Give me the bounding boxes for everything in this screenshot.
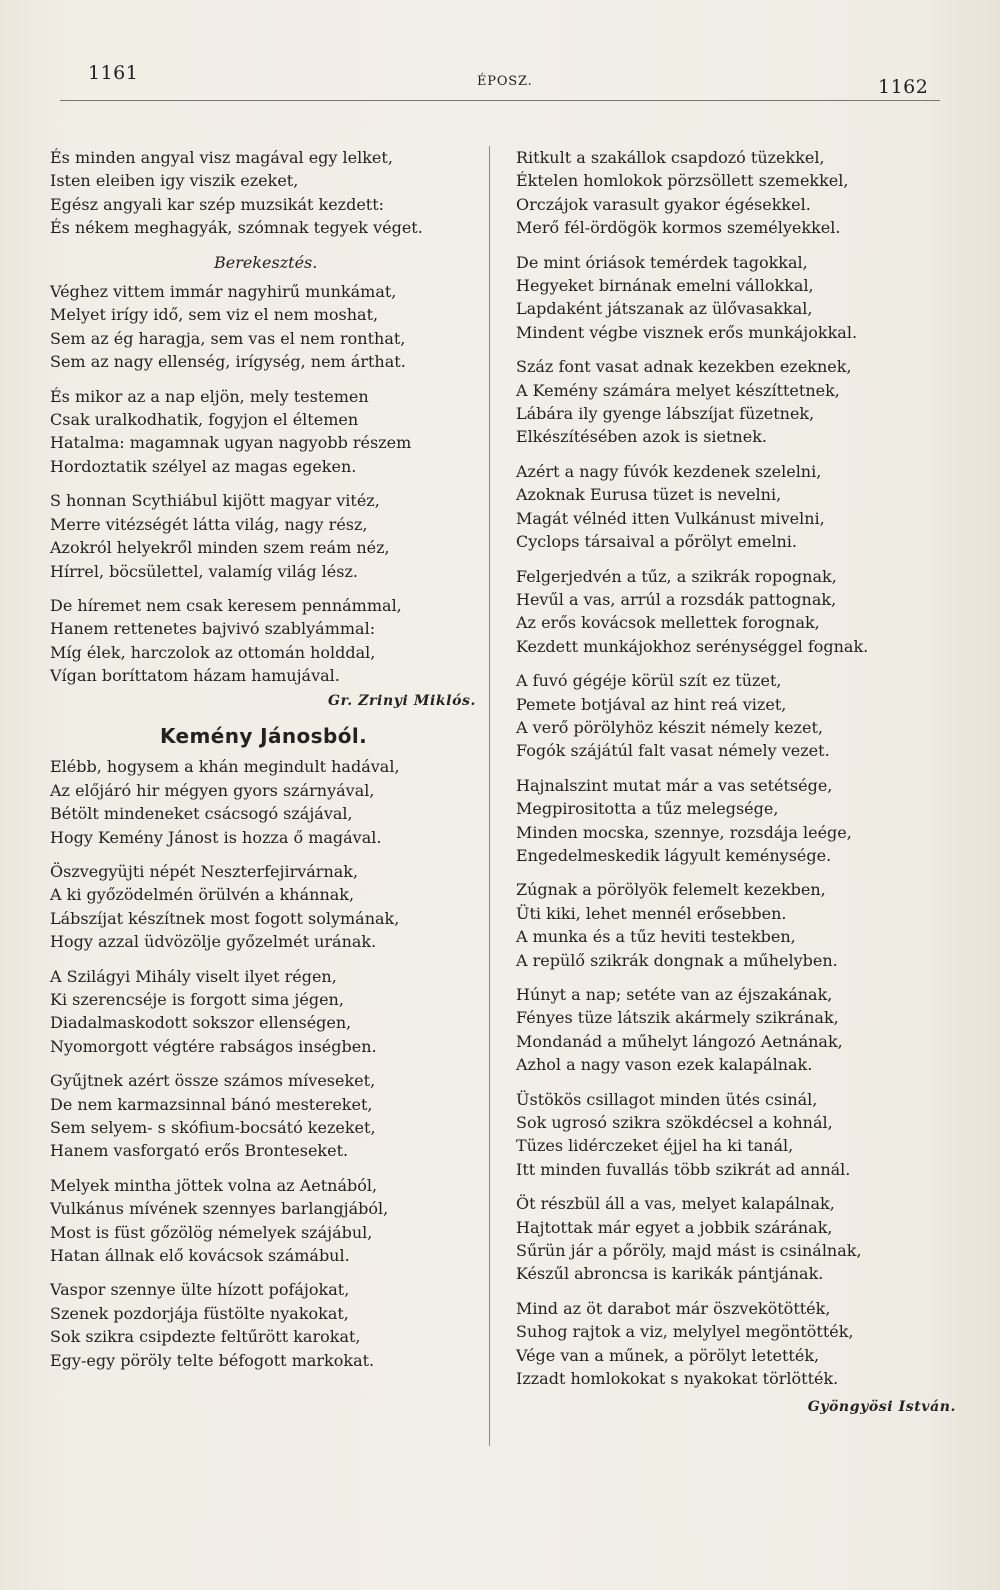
verse-line: Vulkánus mívének szennyes barlangjából, xyxy=(50,1199,389,1219)
verse-line: Azokról helyekről minden szem reám néz, xyxy=(50,538,390,558)
verse-line: Mindent végbe visznek erős munkájokkal. xyxy=(516,322,858,342)
verse-line: Egész angyali kar szép muzsikát kezdett: xyxy=(50,194,385,214)
verse-line: Öt részbül áll a vas, melyet kalapálnak, xyxy=(516,1194,835,1214)
section-subtitle: Berekesztés. xyxy=(214,252,318,272)
verse-line: Sűrün jár a pőröly, majd mást is csinálnak, xyxy=(516,1241,862,1261)
verse-line: Hogy Kemény Jánost is hozza ő magával. xyxy=(50,827,382,847)
verse-line: A Kemény számára melyet készíttetnek, xyxy=(516,380,840,400)
verse-line: A repülő szikrák dongnak a műhelyben. xyxy=(516,950,838,970)
left-column xyxy=(50,146,490,1383)
stanza xyxy=(516,774,956,868)
verse-line: Csak uralkodhatik, fogyjon el éltemen xyxy=(50,410,359,430)
stanza xyxy=(516,669,956,763)
verse-line: Tüzes lidérczeket éjjel ha ki tanál, xyxy=(516,1136,794,1156)
running-head-title: ÉPOSZ. xyxy=(477,74,533,89)
verse-line: Elkészítésében azok is sietnek. xyxy=(516,427,767,447)
stanza xyxy=(516,1297,956,1391)
verse-line: Vígan boríttatom házam hamujával. xyxy=(50,666,340,686)
right-column xyxy=(516,146,956,1419)
verse-line: Húnyt a nap; setéte van az éjszakának, xyxy=(516,985,833,1004)
verse-line: Hevűl a vas, arrúl a rozsdák pattognak, xyxy=(516,589,837,609)
verse-line: De híremet nem csak keresem pennámmal, xyxy=(50,595,402,615)
verse-line: Megpirositotta a tűz melegsége, xyxy=(516,799,779,819)
section-title: Kemény Jánosból. xyxy=(160,723,368,748)
verse-line: Mind az öt darabot már öszvekötötték, xyxy=(516,1298,831,1318)
verse-line: Pemete botjával az hint reá vizet, xyxy=(516,694,787,714)
verse-line: Üstökös csillagot minden ütés csinál, xyxy=(516,1089,818,1109)
verse-line: Hajtottak már egyet a jobbik szárának, xyxy=(516,1217,833,1237)
stanza xyxy=(516,355,956,449)
verse-line: Elébb, hogysem a khán megindult hadával, xyxy=(50,757,400,777)
verse-line: Gyűjtnek azért össze számos míveseket, xyxy=(50,1071,376,1091)
verse-line: Véghez vittem immár nagyhirű munkámat, xyxy=(50,282,397,302)
verse-line: Engedelmeskedik lágyult keménysége. xyxy=(516,845,832,865)
verse-line: Diadalmaskodott sokszor ellenségen, xyxy=(50,1013,352,1033)
verse-line: Bétölt mindeneket csácsogó szájával, xyxy=(50,804,353,824)
verse-line: Suhog rajtok a viz, melylyel megöntötték, xyxy=(516,1322,854,1342)
verse-line: Nyomorgott végtére rabságos inségben. xyxy=(50,1036,377,1056)
right-page-number: 1162 xyxy=(878,76,929,98)
stanza xyxy=(50,965,490,1059)
verse-line: S honnan Scythiábul kijött magyar vitéz, xyxy=(50,491,380,511)
stanza xyxy=(516,1088,956,1182)
verse-line: Hatalma: magamnak ugyan nagyobb részem xyxy=(50,433,412,453)
verse-line: Ritkult a szakállok csapdozó tüzekkel, xyxy=(516,148,825,167)
verse-line: Hírrel, böcsülettel, valamíg világ lész. xyxy=(50,561,358,581)
verse-line: Hegyeket birnának emelni vállokkal, xyxy=(516,276,814,296)
verse-line: Fogók szájátúl falt vasat némely vezet. xyxy=(516,741,830,761)
verse-line: És minden angyal visz magával egy lelket, xyxy=(50,148,393,167)
verse-line: Minden mocska, szennye, rozsdája leége, xyxy=(516,822,852,842)
stanza xyxy=(50,280,490,374)
stanza xyxy=(516,983,956,1077)
verse-line: Hanem vasforgató erős Bronteseket. xyxy=(50,1141,349,1161)
verse-line: Egy-egy pöröly telte béfogott markokat. xyxy=(50,1350,375,1370)
stanza xyxy=(516,565,956,659)
verse-line: Lapdaként játszanak az ülővasakkal, xyxy=(516,299,813,319)
verse-line: A verő pörölyhöz készit némely kezet, xyxy=(516,717,823,737)
verse-line: Szenek pozdorjája füstölte nyakokat, xyxy=(50,1303,349,1323)
verse-line: Azhol a nagy vason ezek kalapálnak. xyxy=(516,1055,813,1075)
verse-line: A fuvó gégéje körül szít ez tüzet, xyxy=(516,671,782,691)
stanza xyxy=(50,1278,490,1372)
verse-line: Orczájok varasult gyakor égésekkel. xyxy=(516,194,811,214)
verse-line: Melyek mintha jöttek volna az Aetnából, xyxy=(50,1175,378,1195)
stanza xyxy=(50,860,490,954)
stanza xyxy=(50,594,490,688)
verse-line: Melyet irígy idő, sem viz el nem moshat, xyxy=(50,305,379,325)
verse-line: Mondanád a műhelyt lángozó Aetnának, xyxy=(516,1031,843,1051)
stanza xyxy=(50,755,490,849)
header-rule xyxy=(60,100,940,101)
verse-line: Fényes tüze látszik akármely szikrának, xyxy=(516,1008,839,1028)
verse-line: A Szilágyi Mihály viselt ilyet régen, xyxy=(50,966,337,986)
verse-line: Lábára ily gyenge lábszíjat füzetnek, xyxy=(516,404,815,424)
verse-line: És nékem meghagyák, szómnak tegyek véget. xyxy=(50,218,423,238)
verse-line: Száz font vasat adnak kezekben ezeknek, xyxy=(516,357,852,377)
verse-line: Izzadt homlokokat s nyakokat törlötték. xyxy=(516,1369,839,1389)
stanza xyxy=(50,385,490,479)
verse-line: És mikor az a nap eljön, mely testemen xyxy=(50,386,369,406)
verse-line: De mint óriások temérdek tagokkal, xyxy=(516,252,808,272)
verse-line: Öszvegyüjti népét Neszterfejirvárnak, xyxy=(50,861,359,881)
verse-line: Hajnalszint mutat már a vas setétsége, xyxy=(516,775,833,795)
verse-line: Hanem rettenetes bajvivó szablyámmal: xyxy=(50,619,376,639)
verse-line: Sem az ég haragja, sem vas el nem ronthat, xyxy=(50,328,406,348)
stanza xyxy=(50,146,490,240)
stanza xyxy=(516,878,956,972)
verse-line: Az erős kovácsok mellettek forognak, xyxy=(516,613,820,633)
verse-line: Most is füst gőzölög némelyek szájábul, xyxy=(50,1222,373,1242)
verse-line: Sem az nagy ellenség, irígység, nem árthat. xyxy=(50,352,406,372)
verse-line: Hatan állnak elő kovácsok számábul. xyxy=(50,1246,350,1266)
verse-line: Míg élek, harczolok az ottomán holddal, xyxy=(50,642,376,662)
stanza xyxy=(50,1069,490,1163)
verse-line: Sok ugrosó szikra szökdécsel a kohnál, xyxy=(516,1113,833,1133)
verse-line: De nem karmazsinnal bánó mestereket, xyxy=(50,1094,373,1114)
verse-line: Azért a nagy fúvók kezdenek szelelni, xyxy=(516,461,822,481)
verse-line: Üti kiki, lehet mennél erősebben. xyxy=(516,903,787,923)
verse-line: Magát vélnéd itten Vulkánust mivelni, xyxy=(516,508,825,528)
stanza xyxy=(516,460,956,554)
verse-line: Kezdett munkájokhoz serénységgel fognak. xyxy=(516,636,869,656)
verse-line: Merre vitézségét látta világ, nagy rész, xyxy=(50,514,368,534)
verse-line: Zúgnak a pörölyök felemelt kezekben, xyxy=(516,880,826,900)
verse-line: Cyclops társaival a pőrölyt emelni. xyxy=(516,532,797,552)
verse-line: Vége van a műnek, a pörölyt letették, xyxy=(516,1345,820,1365)
verse-line: Merő fél-ördögök kormos személyekkel. xyxy=(516,218,841,238)
verse-line: Felgerjedvén a tűz, a szikrák ropognak, xyxy=(516,566,837,586)
verse-line: A munka és a tűz heviti testekben, xyxy=(516,927,796,947)
left-page-number: 1161 xyxy=(88,62,139,84)
verse-line: Itt minden fuvallás több szikrát ad annál. xyxy=(516,1159,851,1179)
author-signature: Gyöngyösi István. xyxy=(807,1398,956,1415)
verse-line: Isten eleiben igy viszik ezeket, xyxy=(50,171,299,191)
verse-line: Készűl abroncsa is karikák pántjának. xyxy=(516,1264,824,1284)
verse-line: Ki szerencséje is forgott sima jégen, xyxy=(50,990,344,1009)
verse-line: Azoknak Eurusa tüzet is nevelni, xyxy=(516,485,782,505)
author-signature: Gr. Zrinyi Miklós. xyxy=(328,692,476,709)
stanza xyxy=(50,1174,490,1268)
verse-line: Hogy azzal üdvözölje győzelmét urának. xyxy=(50,932,377,952)
stanza xyxy=(516,1192,956,1286)
verse-line: Éktelen homlokok pörzsöllett szemekkel, xyxy=(516,171,849,191)
verse-line: Sok szikra csipdezte feltűrött karokat, xyxy=(50,1327,361,1347)
verse-line: Sem selyem- s skófium-bocsátó kezeket, xyxy=(50,1118,376,1138)
verse-line: Vaspor szennye ülte hízott pofájokat, xyxy=(50,1280,350,1300)
stanza xyxy=(516,146,956,240)
verse-line: Az előjáró hir mégyen gyors szárnyával, xyxy=(50,780,375,800)
verse-line: A ki győzödelmén örülvén a khánnak, xyxy=(50,885,355,905)
stanza xyxy=(50,489,490,583)
stanza xyxy=(516,251,956,345)
verse-line: Hordoztatik szélyel az magas egeken. xyxy=(50,456,357,476)
verse-line: Lábszíjat készítnek most fogott solymának, xyxy=(50,908,400,928)
